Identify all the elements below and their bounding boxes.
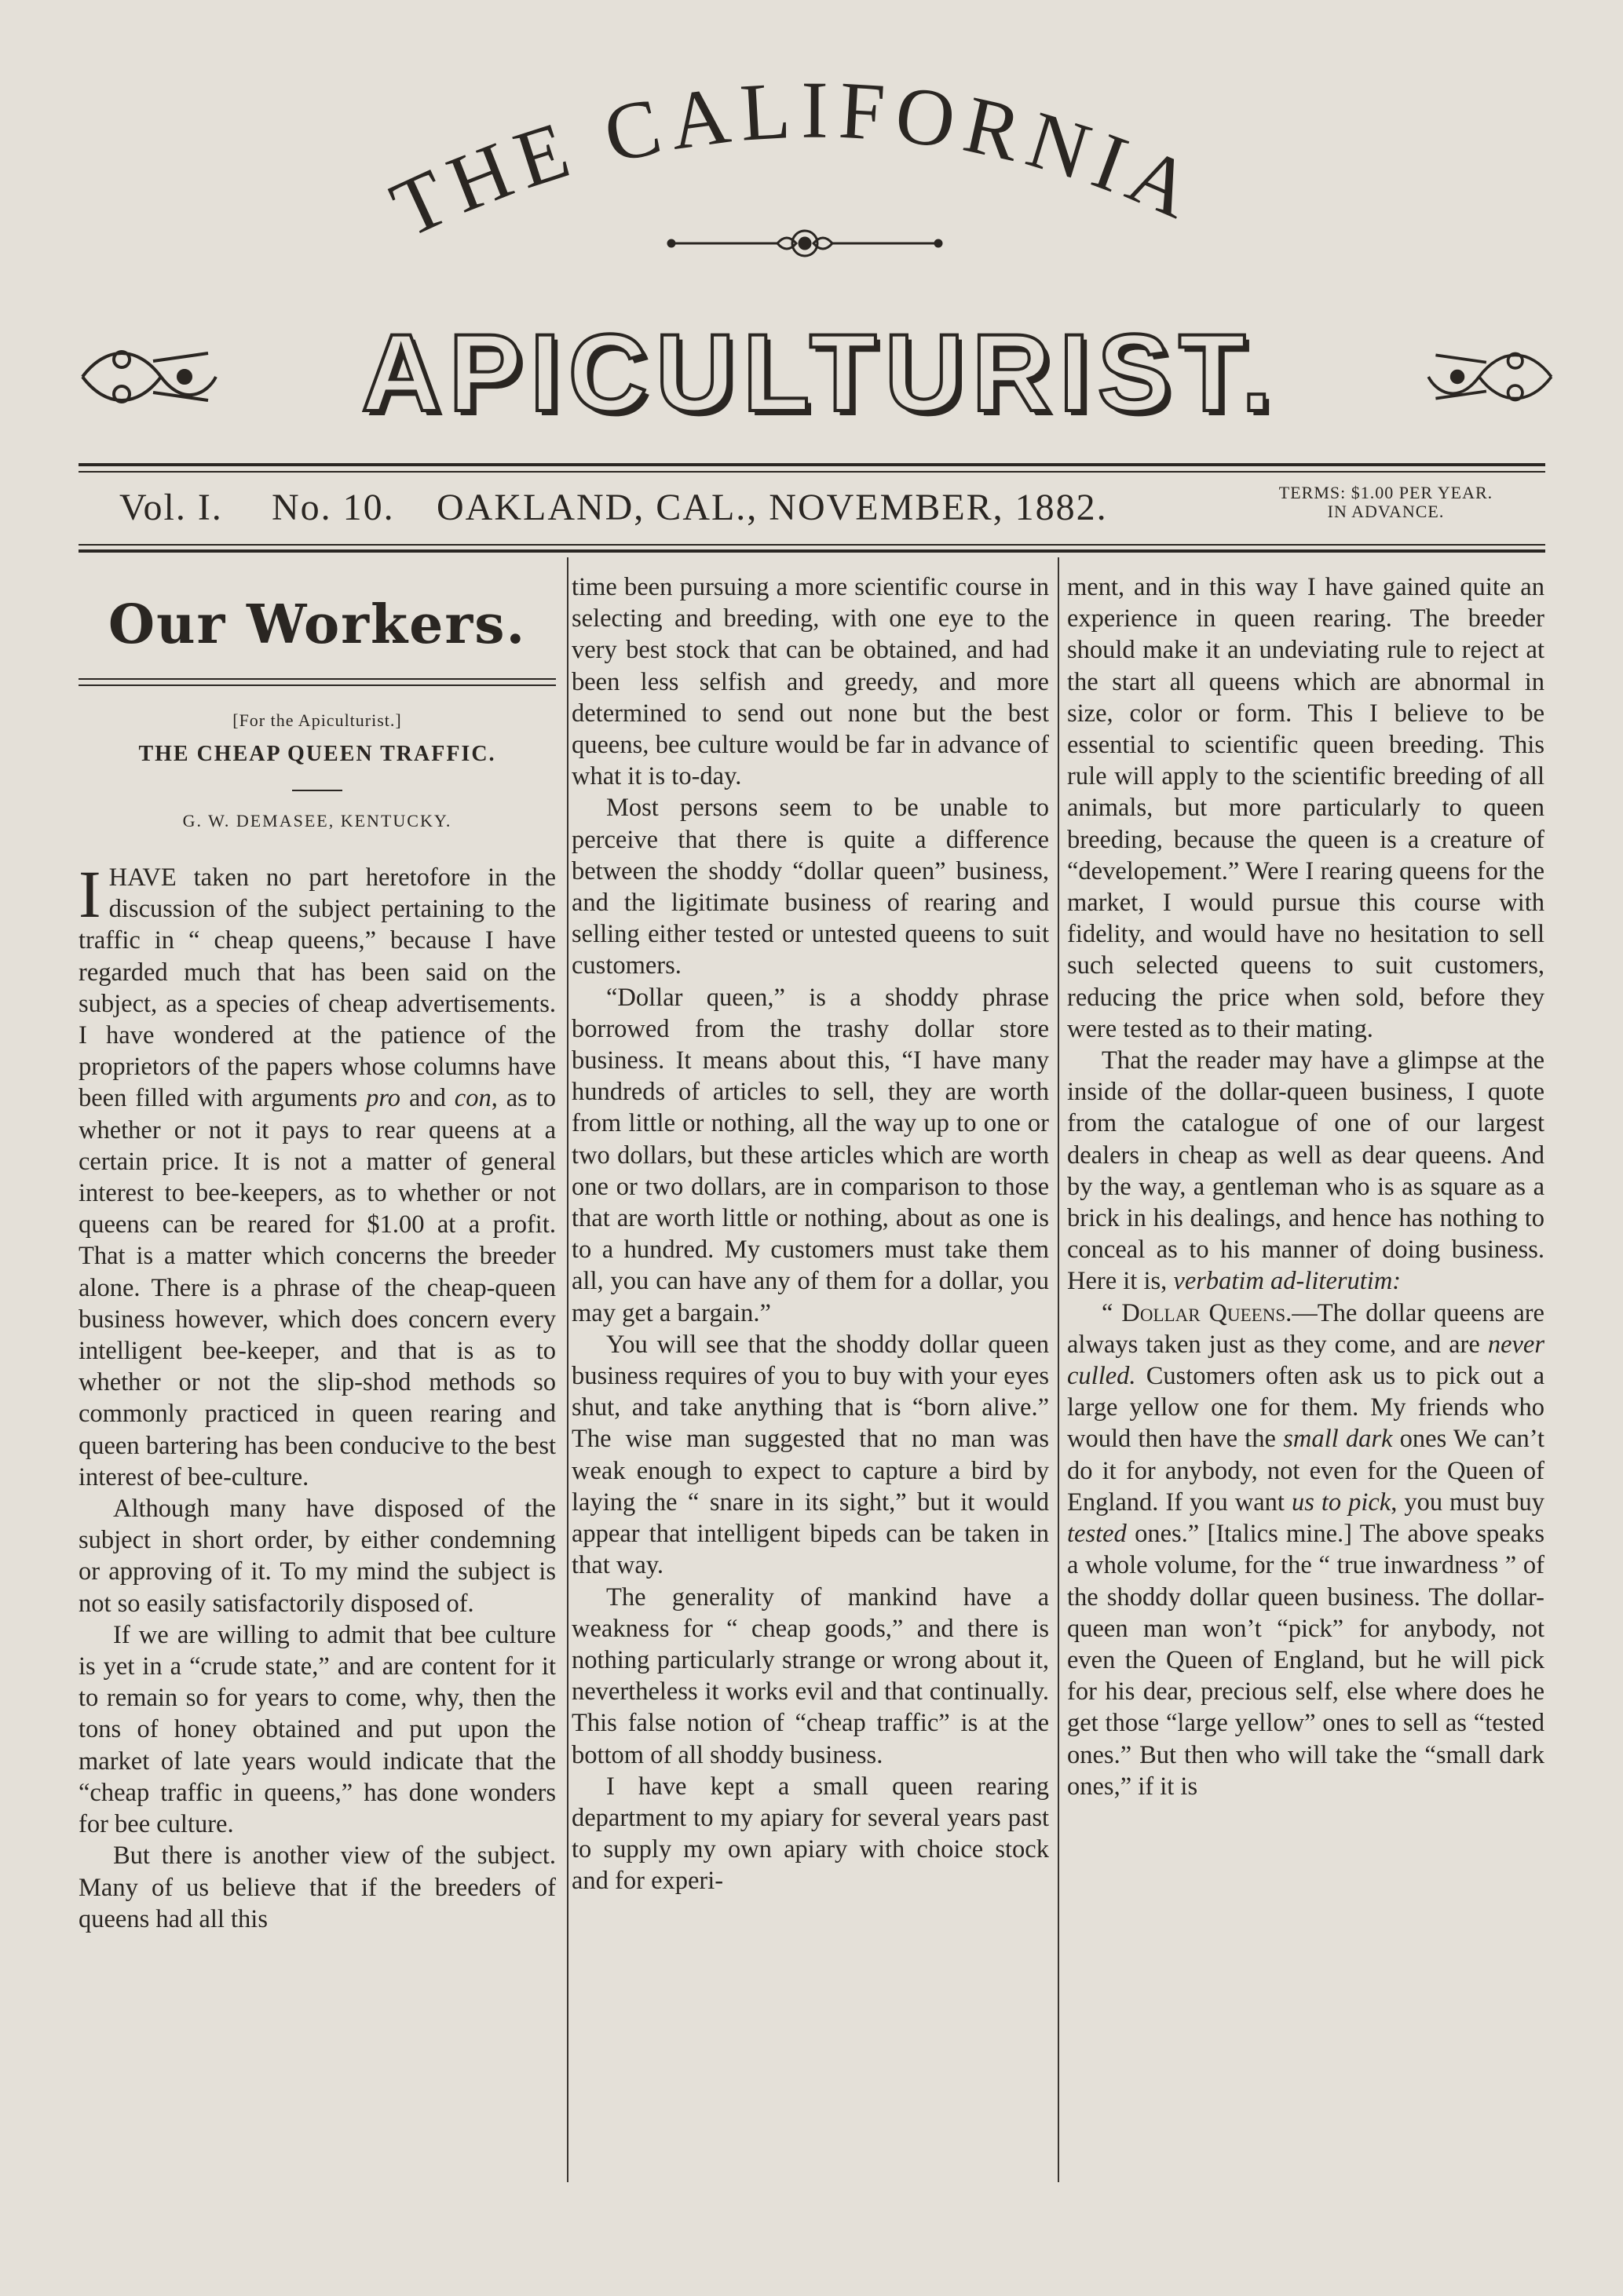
for-line: [For the Apiculturist.] <box>232 710 402 730</box>
italic-run: us to pick <box>1291 1487 1391 1517</box>
masthead-rule-top <box>79 463 1545 466</box>
italic-run: never culled. <box>1067 1330 1544 1391</box>
column-rule-1 <box>567 557 568 2182</box>
italic-run: tested <box>1067 1520 1127 1549</box>
masthead-main-title: APICULTURIST. <box>361 311 1280 434</box>
paragraph: The generality of mankind have a weakness for “ cheap goods,” and there is nothing particularly strange or wrong about it, nevertheless it works evil and that continually. This false notion of “cheap traffic” is at the bottom of all shoddy business. <box>572 1582 1049 1769</box>
text-run: ones We can’t do it for anybody, not even for the Queen of England. If you want <box>1067 1425 1544 1517</box>
place-date: OAKLAND, CAL., NOVEMBER, 1882. <box>437 487 1108 528</box>
text-run: and <box>400 1084 455 1113</box>
paragraph: Although many have disposed of the subject in short order, by either condemning or approving of it. To my mind the subject is not so easily satisfactorily disposed of. <box>79 1495 556 1618</box>
article-headline: THE CHEAP QUEEN TRAFFIC. <box>138 742 496 766</box>
article-author: G. W. DEMASEE, KENTUCKY. <box>182 811 452 830</box>
dateline-rule-bottom-thick <box>79 549 1545 553</box>
terms-price: TERMS: $1.00 PER YEAR. <box>1278 483 1493 502</box>
terms-advance: IN ADVANCE. <box>1327 502 1445 521</box>
right-scroll-ornament-icon <box>1421 338 1559 416</box>
paragraph: If we are willing to admit that bee culture is yet in a “crude state,” and are content for it to remain so for years to come, why, then the tons of honey obtained and put upon the market of late years would indicate that the “cheap traffic in queens,” has done wonders for bee culture. <box>79 1620 556 1839</box>
headline-divider <box>292 790 342 791</box>
italic-run: verbatim ad-literutim: <box>1173 1267 1402 1296</box>
svg-text:THE CALIFORNIA <box>378 65 1214 255</box>
paragraph: But there is another view of the subject. Many of us believe that if the breeders of queens had all this <box>79 1842 556 1933</box>
paragraph: “Dollar queen,” is a shoddy phrase borrowed from the trashy dollar store business. It means about this, “I have many hundreds of articles to sell, they are worth from little or nothing, all the way up to one or two dollars, but these articles which are worth one or two dollars, are in comparison to those that are worth little or nothing, about as one is to a hundred. My customers must take them all, you can have any of them for a dollar, you may get a bargain.” <box>572 983 1049 1327</box>
italic-run: pro <box>366 1084 401 1113</box>
text-run: ones.” [Italics mine.] The above speaks a whole volume, for the “ true inwardness ” of the shoddy dollar queen business. The dollar-queen man won’t “pick” for anybody, not even the Queen of England, but he will pick for his dear, precious self, else where does he get those “large yellow” ones to sell as “tested ones.” But then who will take the “small dark ones,” if it is <box>1067 1520 1544 1801</box>
section-title: Our Workers. <box>108 593 527 656</box>
paragraph <box>1067 1298 1544 1802</box>
masthead-rule-top-thin <box>79 471 1545 473</box>
text-run: , you must buy <box>1391 1487 1544 1517</box>
paragraph <box>1067 1045 1544 1298</box>
left-scroll-ornament-icon <box>75 338 224 416</box>
paragraph: Most persons seem to be unable to perceive that there is quite a difference between the shoddy “dollar queen” business, and the ligitimate business of rearing and selling either tested or untested queens to suit customers. <box>572 794 1049 980</box>
text-run: HAVE taken no part heretofore in the discussion of the subject pertaining to the traffic in “ cheap queens,” because I have regarded much that has been said on the subject, as a species of cheap advertisements. I have wondered at the patience of the proprietors of the papers whose columns have been filled with arguments <box>79 863 556 1113</box>
article-column-2 <box>572 571 1049 1897</box>
article-column-1 <box>79 571 556 1935</box>
dateline-rule-bottom <box>79 544 1545 546</box>
italic-run: con <box>454 1084 492 1113</box>
drop-cap: I <box>79 856 101 932</box>
masthead-arc-title <box>0 0 1623 283</box>
article-column-3 <box>1067 571 1544 1802</box>
paragraph: I have kept a small queen rearing department to my apiary for several years past to supply my own apiary with choice stock and for experi- <box>572 1772 1049 1896</box>
text-run: Customers often ask us to pick out a large yellow one for them. My friends who would then have the <box>1067 1362 1544 1454</box>
arc-title-text: THE CALIFORNIA <box>378 64 1215 255</box>
section-double-rule <box>79 678 556 686</box>
paragraph: time been pursuing a more scientific course in selecting and breeding, with one eye to the very best stock that can be obtained, and had been less selfish and greedy, and more determined to send out none but the best queens, bee culture would be far in advance of what it is to-day. <box>572 573 1049 791</box>
paragraph <box>79 856 556 1493</box>
column-rule-2 <box>1058 557 1059 2182</box>
paragraph: You will see that the shoddy dollar queen business requires of you to buy with your eyes shut, and take anything that is “born alive.” The wise man suggested that no man was weak enough to expect to capture a bird by laying the “ snare in its sight,” but it would appear that intelligent bipeds can be taken in that way. <box>572 1330 1049 1580</box>
paragraph: ment, and in this way I have gained quite an experience in queen rearing. The breeder should make it an undeviating rule to reject at the start all queens which are abnormal in size, color or form. This I believe to be essential to scientific queen breeding. This rule will apply to the scientific breeding of all animals, but more particularly to queen breeding, because the queen is a creature of “developement.” Were I rearing queens for the market, I would pursue this course with fidelity, and would have no hesitation to sell such selected queens to suit customers, reducing the price when sold, before they were tested as to their mating. <box>1067 573 1544 1043</box>
text-run: —The dollar queens are always taken just as they come, and are <box>1067 1298 1544 1359</box>
terms-notice <box>1221 484 1551 521</box>
volume-number: Vol. I. <box>119 487 223 528</box>
text-run: That the reader may have a glimpse at the inside of the dollar-queen business, I quote from the catalogue of one of our largest dealers in cheap as well as dear queens. And by the way, a gentleman who is as square as a brick in his dealings, and hence has nothing to conceal as to his manner of doing business. Here it is, <box>1067 1046 1544 1296</box>
small-caps-run: “ Dollar Queens. <box>1102 1298 1292 1327</box>
text-run: , as to whether or not it pays to rear queens at a certain price. It is not a matter of general interest to bee-keepers, as to whether or not queens can be reared for $1.00 at a profit. That is a matter which concerns the breeder alone. There is a phrase of the cheap-queen business however, which does concern every intelligent bee-keeper, and that is as to whether or not the slip-shod methods so commonly practiced in queen rearing and queen bartering has been conducive to the best interest of bee-culture. <box>79 1084 556 1491</box>
issue-number: No. 10. <box>272 487 395 528</box>
center-flourish-icon <box>668 231 941 256</box>
italic-run: small dark <box>1283 1425 1393 1454</box>
